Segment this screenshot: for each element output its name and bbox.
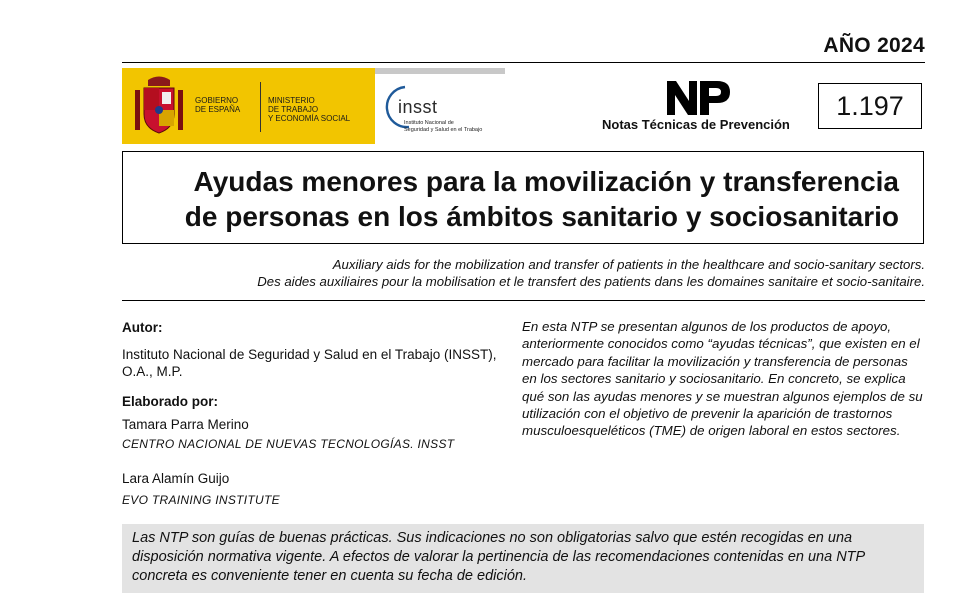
top-divider [122,62,925,63]
author-name: Lara Alamín Guijo [122,471,230,486]
subtitle-french: Des aides auxiliaires pour la mobilisation et le transfert des patients dans les domaines sanitaire et socio-sanitaire. [257,274,925,289]
insst-sub-line: Seguridad y Salud en el Trabajo [404,126,483,133]
elaborated-heading: Elaborado por: [122,394,219,409]
ministry-label [268,96,350,123]
author-institution: CENTRO NACIONAL DE NUEVAS TECNOLOGÍAS. INSST [122,437,455,451]
author-institution: EVO TRAINING INSTITUTE [122,493,280,507]
insst-sub-line: Instituto Nacional de [404,120,454,126]
disclaimer-notice: Las NTP son guías de buenas prácticas. Sus indicaciones no son obligatorias salvo que estén recogidas en una disposición normativa vigente. A efectos de valorar la pertinencia de las recomendaciones contenidas en una NTP concreta es conveniente tener en cuenta su fecha de edición. [122,524,924,593]
author-organization: Instituto Nacional de Seguridad y Salud en el Trabajo (INSST), O.A., M.P. [122,347,497,379]
section-divider [122,300,925,301]
insst-wordmark: insst [398,97,438,117]
ntp-logo-icon [667,81,731,115]
title-line: Ayudas menores para la movilización y transferencia [193,166,899,197]
gov-line: DE ESPAÑA [195,105,241,114]
title-line: de personas en los ámbitos sanitario y sociosanitario [184,201,899,232]
subtitle-english: Auxiliary aids for the mobilization and transfer of patients in the healthcare and socio-sanitary sectors. [332,257,925,272]
ministry-line: MINISTERIO [268,96,315,105]
logo-band-accent [375,68,505,74]
year-label: AÑO 2024 [823,34,925,57]
author-name: Tamara Parra Merino [122,417,249,432]
ministry-line: Y ECONOMÍA SOCIAL [268,114,351,123]
author-heading: Autor: [122,320,163,335]
logo-divider [260,82,261,132]
insst-subtitle [404,120,482,133]
abstract-text: En esta NTP se presentan algunos de los productos de apoyo, anteriormente conocidos como “ayudas técnicas”, que existen en el mercado para facilitar la movilización y transferencia de personas en los sectores sanitario y sociosanitario. En concreto, se explica qué son las ayudas menores y se muestran algunos ejemplos de su utilización con el objetivo de prevenir la aparición de trastornos musculoesqueléticos (TME) de origen laboral en estos sectores. [522,319,923,439]
coat-of-arms-icon [132,74,186,136]
ministry-line: DE TRABAJO [268,105,319,114]
gov-line: GOBIERNO [195,96,239,105]
ntp-series-label: Notas Técnicas de Prevención [602,117,790,132]
government-label [195,96,240,114]
ntp-number: 1.197 [818,83,922,129]
title-box [122,151,924,244]
